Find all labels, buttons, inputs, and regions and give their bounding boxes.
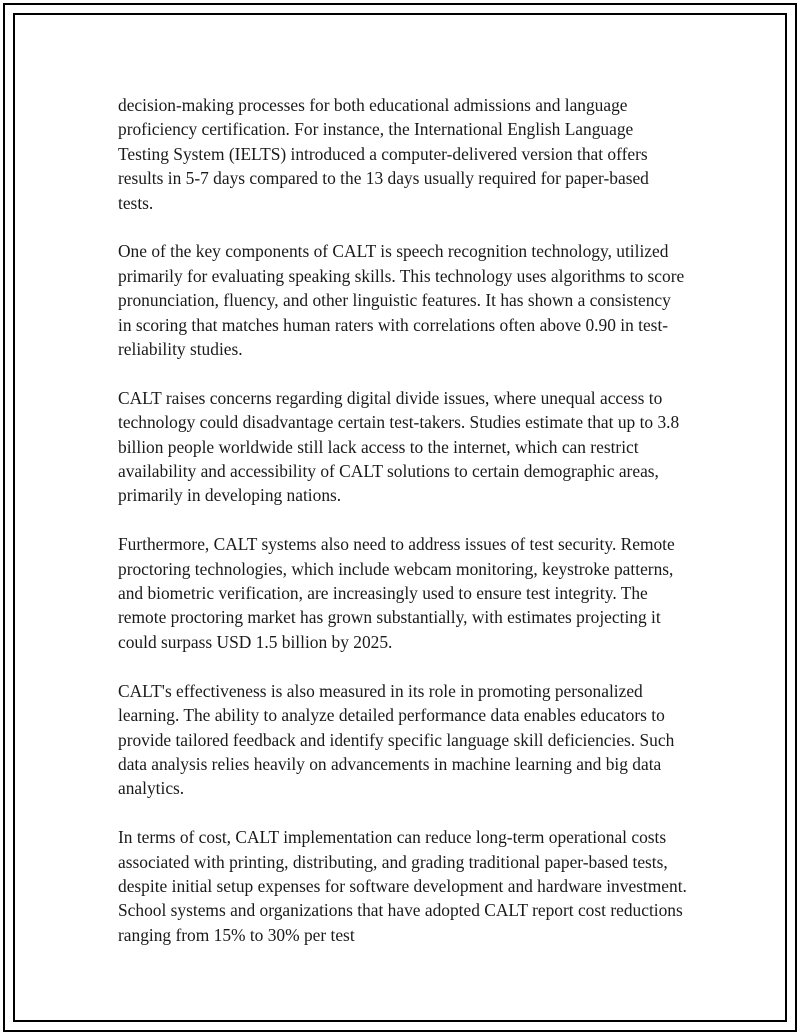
paragraph-digital-divide: CALT raises concerns regarding digital divide issues, where unequal access to technology could disadvantage certain test-takers. Studies estimate that up to 3.8 billion people worldwide still lack access to the internet, which can restrict availability and accessibility of CALT solutions to certain demographic areas, primarily in developing nations. xyxy=(118,387,680,506)
paragraph-ielts-turnaround: decision-making processes for both educational admissions and language proficiency certification. For instance, the International English Language Testing System (IELTS) introduced a computer-delivered version that offers results in 5-7 days compared to the 13 days usually required for paper-based tests. xyxy=(118,95,649,213)
document-body xyxy=(118,93,688,947)
paragraph-personalized-learning: CALT's effectiveness is also measured in its role in promoting personalized learning. The ability to analyze detailed performance data enables educators to provide tailored feedback and identify specific language skill deficiencies. Such data analysis relies heavily on advancements in machine learning and big data analytics. xyxy=(118,680,675,799)
paragraph-test-security: Furthermore, CALT systems also need to address issues of test security. Remote proctoring technologies, which include webcam monitoring, keystroke patterns, and biometric verification, are increasingly used to ensure test integrity. The remote proctoring market has grown substantially, with estimates projecting it could surpass USD 1.5 billion by 2025. xyxy=(118,534,675,652)
paragraph-speech-recognition: One of the key components of CALT is speech recognition technology, utilized primarily for evaluating speaking skills. This technology uses algorithms to score pronunciation, fluency, and other linguistic features. It has shown a consistency in scoring that matches human raters with correlations often above 0.90 in test-reliability studies. xyxy=(118,241,685,360)
paragraph-cost: In terms of cost, CALT implementation can reduce long-term operational costs associated with printing, distributing, and grading traditional paper-based tests, despite initial setup expenses for software development and hardware investment. School systems and organizations that have adopted CALT report cost reductions ranging from 15% to 30% per test xyxy=(118,827,687,945)
